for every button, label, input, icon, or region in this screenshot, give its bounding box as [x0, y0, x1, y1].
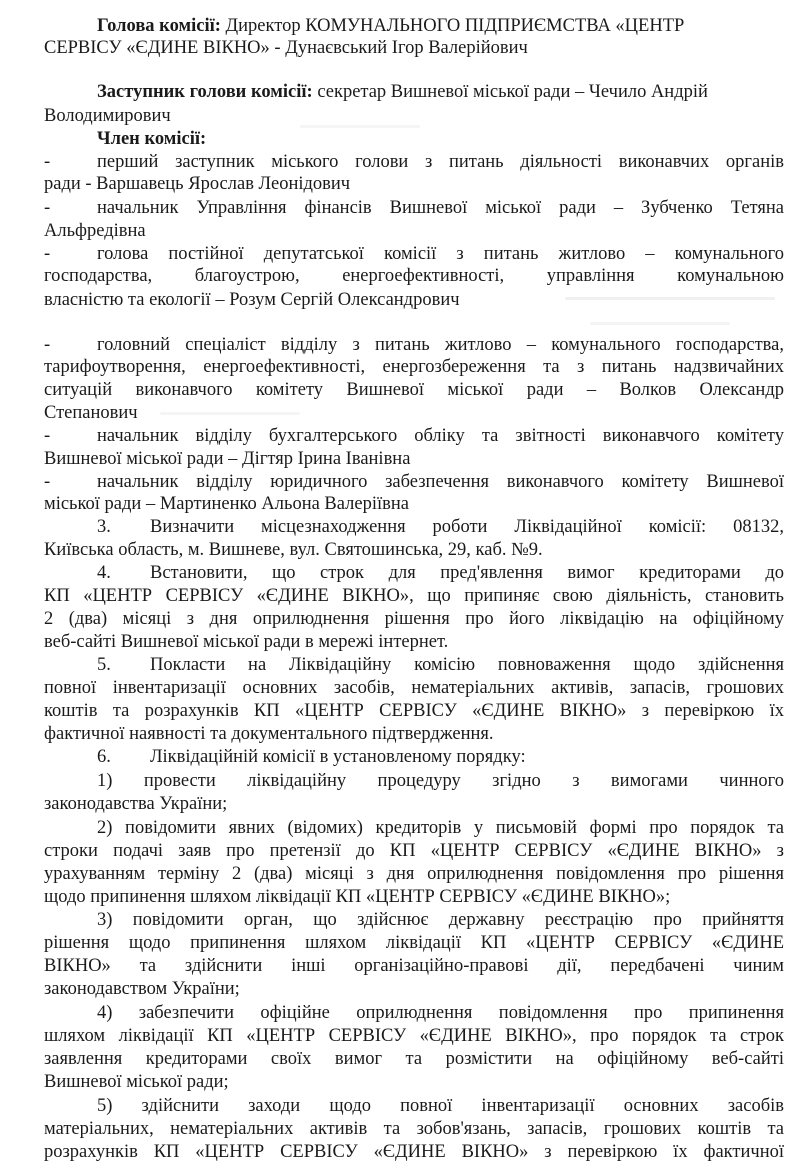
text-line	[44, 677, 784, 699]
list-text: головний спеціаліст відділу з питань житлово – комунального господарства,	[97, 335, 784, 355]
list-text: начальник відділу бухгалтерського обліку та звітності виконавчого комітету	[97, 426, 784, 446]
text-run: 5) здійснити заходи щодо повної інвентаризації основних засобів	[97, 1096, 784, 1116]
list-marker: -	[44, 244, 51, 264]
text-line	[44, 886, 784, 908]
list-text: начальник відділу юридичного забезпечення виконавчого комітету Вишневої	[97, 472, 784, 492]
text-run: 3) повідомити орган, що здійснює державну реєстрацію про прийняття	[97, 910, 784, 930]
text-line	[97, 15, 784, 37]
text-run: матеріальних, нематеріальних активів та зобов'язань, запасів, грошових коштів та	[44, 1119, 784, 1139]
text-line	[97, 654, 784, 676]
text-run: Альфредівна	[44, 221, 146, 241]
text-line	[44, 932, 784, 954]
text-run: власністю та екології – Розум Сергій Олександрович	[44, 290, 460, 310]
list-text: голова постійної депутатської комісії з питань житлово – комунального	[97, 244, 784, 264]
text-line	[44, 539, 784, 561]
list-text: Покласти на Ліквідаційну комісію повноваження щодо здійснення	[150, 655, 784, 675]
list-marker: -	[44, 472, 51, 492]
text-run: тарифоутворення, енергоефективності, енергозбереження та з питань надзвичайних	[44, 357, 784, 377]
text-line	[97, 817, 784, 839]
text-line	[44, 631, 784, 653]
text-run: урахуванням терміну 2 (два) місяці з дня оприлюднення повідомлення про рішення	[44, 864, 784, 884]
text-line	[44, 402, 784, 424]
list-marker: -	[44, 198, 51, 218]
text-line	[44, 197, 784, 219]
list-marker: -	[44, 152, 51, 172]
text-run: господарства, благоустрою, енергоефективності, управління комунальною	[44, 266, 784, 286]
text-run: Київська область, м. Вишневе, вул. Святошинська, 29, каб. №9.	[44, 540, 543, 560]
text-line	[44, 265, 784, 287]
text-line	[97, 516, 784, 538]
text-run: 2) повідомити явних (відомих) кредиторів у письмовій формі про порядок та	[97, 818, 784, 838]
text-run: коштів та розрахунків КП «ЦЕНТР СЕРВІСУ «ЄДИНЕ ВІКНО» з перевіркою їх	[44, 701, 784, 721]
text-line	[44, 173, 784, 195]
list-marker: -	[44, 335, 51, 355]
text-run: ситуацій виконавчого комітету Вишневої міської ради – Волков Олександр	[44, 380, 784, 400]
text-line	[44, 105, 784, 127]
text-line	[44, 37, 784, 59]
text-run: Степанович	[44, 403, 138, 423]
text-line	[44, 1048, 784, 1070]
text-run: ВІКНО» та здійснити інші організаційно-правові дії, передбачені чиним	[44, 956, 784, 976]
text-run: шляхом ліквідації КП «ЦЕНТР СЕРВІСУ «ЄДИНЕ ВІКНО», про порядок та строк	[44, 1026, 784, 1046]
list-text: Визначити місцезнаходження роботи Ліквідаційної комісії: 08132,	[150, 517, 784, 537]
text-run: заявлення кредиторами своїх вимог та розмістити на офіційному веб-сайті	[44, 1049, 784, 1069]
text-run: законодавством України;	[44, 979, 240, 999]
field-label: Член комісії:	[97, 129, 207, 149]
text-line	[44, 585, 784, 607]
text-line	[97, 746, 784, 768]
text-run: Володимирович	[44, 106, 171, 126]
text-run: 4) забезпечити офіційне оприлюднення повідомлення про припинення	[97, 1003, 784, 1023]
text-line	[44, 356, 784, 378]
text-run: Вишневої міської ради – Дігтяр Ірина Іванівна	[44, 449, 411, 469]
list-marker: 6.	[97, 747, 111, 767]
text-run: 2 (два) місяці з дня оприлюднення рішення про його ліквідацію на офіційному	[44, 609, 784, 629]
text-run: розрахунків КП «ЦЕНТР СЕРВІСУ «ЄДИНЕ ВІКНО» з перевіркою їх фактичної	[44, 1142, 784, 1162]
text-line	[44, 243, 784, 265]
field-label: Заступник голови комісії:	[97, 82, 313, 102]
text-line	[97, 128, 784, 150]
text-line	[44, 978, 784, 1000]
text-line	[44, 379, 784, 401]
text-line	[97, 909, 784, 931]
text-line	[44, 700, 784, 722]
text-run: Директор КОМУНАЛЬНОГО ПІДПРИЄМСТВА «ЦЕНТР	[220, 16, 685, 36]
text-run: СЕРВІСУ «ЄДИНЕ ВІКНО» - Дунаєвський Ігор Валерійович	[44, 38, 528, 58]
text-run: законодавства України;	[44, 794, 228, 814]
text-line	[97, 562, 784, 584]
text-run: 1) провести ліквідаційну процедуру згідно з вимогами чинного	[97, 771, 784, 791]
list-marker: 5.	[97, 655, 111, 675]
text-run: КП «ЦЕНТР СЕРВІСУ «ЄДИНЕ ВІКНО», що припиняє свою діяльність, становить	[44, 586, 784, 606]
text-line	[44, 471, 784, 493]
text-line	[97, 81, 784, 103]
list-text: Встановити, що строк для пред'явлення вимог кредиторами до	[150, 563, 784, 583]
scan-artifact	[565, 297, 775, 300]
text-line	[44, 220, 784, 242]
text-run: рішення щодо припинення шляхом ліквідації КП «ЦЕНТР СЕРВІСУ «ЄДИНЕ	[44, 933, 784, 953]
list-marker: -	[44, 426, 51, 446]
field-label: Голова комісії:	[97, 16, 221, 36]
text-run: веб-сайті Вишневої міської ради в мережі інтернет.	[44, 632, 449, 652]
text-run: міської ради – Мартиненко Альона Валеріївна	[44, 494, 409, 514]
text-run: щодо припинення шляхом ліквідації КП «ЦЕНТР СЕРВІСУ «ЄДИНЕ ВІКНО»;	[44, 887, 671, 907]
text-line	[97, 770, 784, 792]
scan-artifact	[300, 125, 420, 128]
text-line	[44, 334, 784, 356]
text-line	[44, 840, 784, 862]
text-line	[44, 151, 784, 173]
text-line	[44, 723, 784, 745]
text-line	[97, 1095, 784, 1117]
text-run: секретар Вишневої міської ради – Чечило Андрій	[312, 82, 708, 102]
text-line	[44, 863, 784, 885]
list-text: Ліквідаційній комісії в установленому порядку:	[150, 747, 526, 767]
text-line	[44, 1118, 784, 1140]
text-line	[44, 1141, 784, 1163]
text-line	[44, 608, 784, 630]
text-line	[44, 448, 784, 470]
list-marker: 4.	[97, 563, 111, 583]
text-line	[44, 289, 784, 311]
text-run: Вишневої міської ради;	[44, 1072, 229, 1092]
text-run: строки подачі заяв про претензії до КП «ЦЕНТР СЕРВІСУ «ЄДИНЕ ВІКНО» з	[44, 841, 784, 861]
text-line	[44, 493, 784, 515]
text-line	[44, 425, 784, 447]
text-line	[44, 955, 784, 977]
text-line	[44, 793, 784, 815]
list-marker: 3.	[97, 517, 111, 537]
list-text: перший заступник міського голови з питань діяльності виконавчих органів	[97, 152, 784, 172]
text-line	[44, 1025, 784, 1047]
text-line	[44, 1071, 784, 1093]
text-run: повної інвентаризації основних засобів, нематеріальних активів, запасів, грошових	[44, 678, 784, 698]
text-run: фактичної наявності та документального підтвердження.	[44, 724, 494, 744]
text-run: ради - Варшавець Ярослав Леонідович	[44, 174, 351, 194]
list-text: начальник Управління фінансів Вишневої міської ради – Зубченко Тетяна	[97, 198, 784, 218]
scan-artifact	[160, 412, 300, 415]
text-line	[97, 1002, 784, 1024]
scan-artifact	[590, 322, 730, 325]
